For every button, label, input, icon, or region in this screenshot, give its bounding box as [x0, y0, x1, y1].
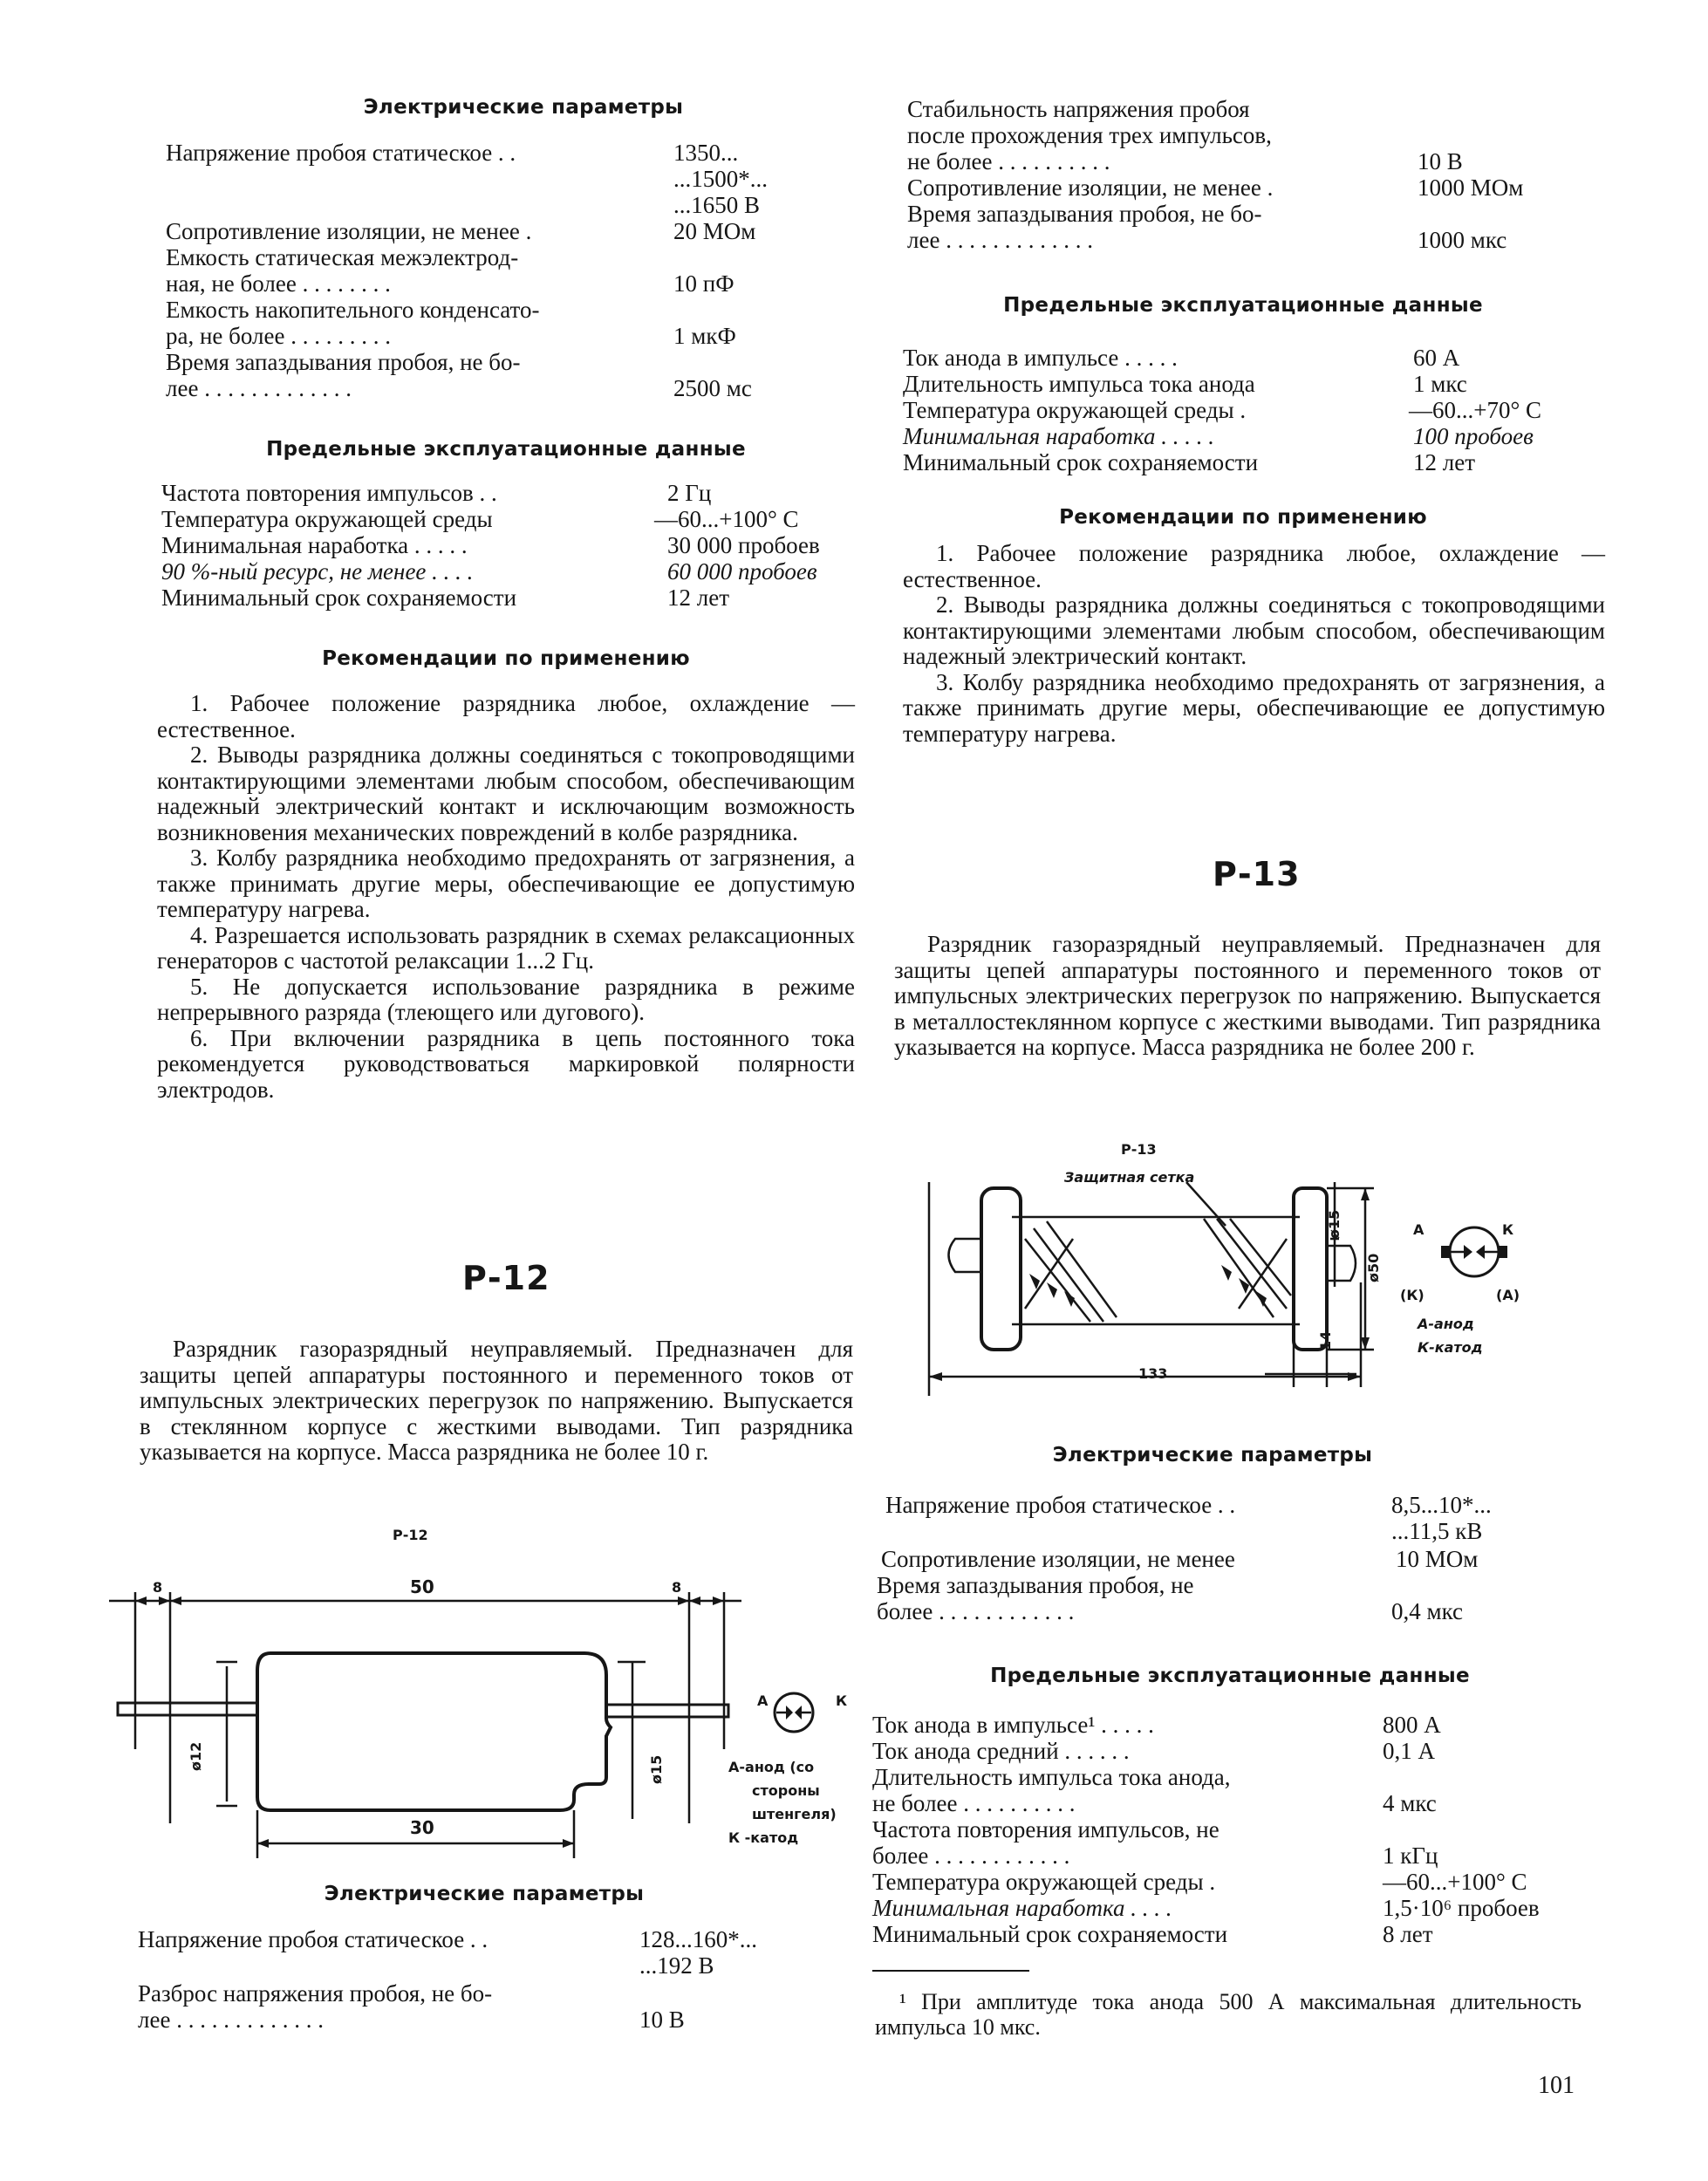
param-value: 1,5·10⁶ пробоев [1383, 1895, 1540, 1921]
param-name: Время запаздывания пробоя, не бо- лее . . . . . . . . . . . . . [907, 201, 1262, 253]
param-name: Напряжение пробоя статическое . . [138, 1926, 488, 1952]
dimension-label: ø15 [1326, 1209, 1342, 1239]
param-name: Емкость накопительного конденсато- ра, не более . . . . . . . . . [166, 297, 540, 349]
param-value: 128...160*... ...192 В [639, 1926, 757, 1979]
param-name: Время запаздывания пробоя, не бо- лее . . . . . . . . . . . . . [166, 349, 521, 401]
anode-letter: А [757, 1692, 769, 1709]
param-name: Минимальный срок сохраняемости [903, 449, 1259, 475]
param-value: 800 А [1383, 1712, 1441, 1738]
recommendation-item: 1. Рабочее положение разрядника любое, охлаждение — естественное. [903, 540, 1605, 592]
legend-text: К-катод [1418, 1339, 1483, 1356]
model-title: Р-12 [462, 1259, 550, 1297]
recommendation-item: 4. Разрешается использовать разрядник в схемах релаксационных генераторов с частотой релаксации 1...2 Гц. [157, 921, 855, 974]
param-name: Сопротивление изоляции, не менее [881, 1546, 1235, 1572]
recommendations [903, 541, 1605, 747]
model-description: Разрядник газоразрядный неуправляемый. Предназначен для защиты цепей аппаратуры постоянного и переменного токов от импульсных электрических перегрузок по напряжению. Выпускается в стеклянном корпусе с жесткими выводами. Тип разрядника указывается на корпусе. Масса разрядника не более 10 г. [140, 1336, 853, 1465]
legend-text: А-анод (со [728, 1759, 815, 1775]
param-value: 20 МОм [673, 218, 756, 244]
param-name: Емкость статическая межэлектрод- ная, не более . . . . . . . . [166, 244, 519, 297]
param-value: 8 лет [1383, 1921, 1433, 1947]
param-value: 60 А [1413, 345, 1460, 371]
dimension-label: 8 [153, 1579, 163, 1596]
param-name: Температура окружающей среды [161, 506, 493, 532]
section-title: Электрические параметры [363, 96, 684, 119]
footnote-rule [872, 1970, 1029, 1972]
param-value: 0,4 мкс [1391, 1598, 1464, 1624]
param-name: Длительность импульса тока анода, не более . . . . . . . . . . [872, 1764, 1231, 1816]
param-value: 2 Гц [667, 480, 712, 506]
dimension-label: 133 [1138, 1365, 1168, 1382]
param-name: Минимальная наработка . . . . [872, 1895, 1172, 1921]
param-name: Частота повторения импульсов . . [161, 480, 497, 506]
section-title: Рекомендации по применению [1059, 506, 1427, 529]
dimension-label: 50 [410, 1576, 434, 1597]
model-title: Р-13 [1213, 855, 1301, 893]
param-value: 12 лет [1413, 449, 1476, 475]
recommendation-item: 2. Выводы разрядника должны соединяться с токопроводящими контактирующими элементами любым способом, обеспечивающим надежный электрический контакт. [903, 591, 1605, 669]
param-name: Время запаздывания пробоя, не более . . . . . . . . . . . . [877, 1572, 1194, 1624]
anode-letter: А [1413, 1221, 1424, 1238]
dimension-label: ø12 [188, 1741, 204, 1771]
param-name: Минимальный срок сохраняемости [872, 1921, 1228, 1947]
legend-text: штенгеля) [752, 1806, 837, 1822]
param-value: 1000 МОм [1418, 174, 1524, 201]
footnote: ¹ При амплитуде тока анода 500 А максимальная длительность импульса 10 мкс. [875, 1989, 1582, 2040]
cathode-letter: К [1502, 1221, 1514, 1238]
param-value: 8,5...10*... ...11,5 кВ [1391, 1492, 1492, 1544]
figure-title: Р-13 [1121, 1141, 1157, 1158]
param-name: Сопротивление изоляции, не менее . [166, 218, 532, 244]
param-value: 10 МОм [1396, 1546, 1479, 1572]
param-value: 100 пробоев [1413, 423, 1534, 449]
param-value: 10 пФ [673, 270, 734, 297]
param-name: Напряжение пробоя статическое . . [885, 1492, 1236, 1518]
recommendation-item: 3. Колбу разрядника необходимо предохранять от загрязнения, а также принимать другие меры, обеспечивающие ее допустимую температуру нагрева. [903, 668, 1605, 747]
legend-text: стороны [752, 1782, 820, 1799]
param-name: Напряжение пробоя статическое . . [166, 140, 516, 166]
dimension-label: ø50 [1365, 1253, 1382, 1282]
legend-text: К -катод [728, 1829, 799, 1846]
param-name: Ток анода средний . . . . . . [872, 1738, 1130, 1764]
dimension-label: 14 [1317, 1330, 1334, 1350]
param-value: 1 мкс [1413, 371, 1467, 397]
param-value: 4 мкс [1383, 1790, 1437, 1816]
param-name: Температура окружающей среды . [903, 397, 1247, 423]
param-value: —60...+70° С [1409, 397, 1542, 423]
param-name: Минимальная наработка . . . . . [903, 423, 1214, 449]
recommendation-item: 1. Рабочее положение разрядника любое, охлаждение — естественное. [157, 690, 855, 742]
p13-drawing [925, 1134, 1623, 1405]
recommendation-item: 5. Не допускается использование разрядника в режиме непрерывного разряда (тлеющего или дугового). [157, 973, 855, 1025]
param-value: 1 кГц [1383, 1843, 1438, 1869]
model-description: Разрядник газоразрядный неуправляемый. Предназначен для защиты цепей аппаратуры постоянного и переменного токов от импульсных электрических перегрузок по напряжению. Выпускается в металлостеклянном корпусе с жесткими выводами. Тип разрядника указывается на корпусе. Масса разрядника не более 200 г. [894, 931, 1601, 1060]
p12-drawing [96, 1522, 864, 1863]
param-value: 1350... ...1500*... ...1650 В [673, 140, 768, 218]
param-name: Частота повторения импульсов, не более . . . . . . . . . . . . [872, 1816, 1220, 1869]
param-name: Разброс напряжения пробоя, не бо- лее . . . . . . . . . . . . . [138, 1980, 493, 2033]
param-name: 90 %-ный ресурс, не менее . . . . [161, 558, 474, 585]
legend-text: А-анод [1418, 1316, 1474, 1332]
param-value: 30 000 пробоев [667, 532, 820, 558]
section-title: Рекомендации по применению [322, 647, 690, 670]
section-title: Предельные эксплуатационные данные [990, 1665, 1470, 1687]
param-value: 0,1 А [1383, 1738, 1435, 1764]
dimension-label: 8 [672, 1579, 682, 1596]
recommendation-item: 3. Колбу разрядника необходимо предохранять от загрязнения, а также принимать другие меры, обеспечивающие ее допустимую температуру нагрева. [157, 844, 855, 922]
param-value: 60 000 пробоев [667, 558, 817, 585]
param-value: 1000 мкс [1418, 227, 1507, 253]
section-title: Предельные эксплуатационные данные [1003, 294, 1483, 317]
param-name: Минимальная наработка . . . . . [161, 532, 468, 558]
section-title: Предельные эксплуатационные данные [266, 438, 746, 461]
recommendation-item: 6. При включении разрядника в цепь постоянного тока рекомендуется руководствоваться маркировкой полярности электродов. [157, 1024, 855, 1103]
polarity-label: (А) [1496, 1287, 1520, 1303]
section-title: Электрические параметры [324, 1883, 645, 1905]
dimension-label: ø15 [648, 1754, 665, 1784]
param-name: Минимальный срок сохраняемости [161, 585, 517, 611]
param-name: Ток анода в импульсе¹ . . . . . [872, 1712, 1154, 1738]
param-name: Ток анода в импульсе . . . . . [903, 345, 1178, 371]
param-value: 1 мкФ [673, 323, 736, 349]
param-value: —60...+100° С [654, 506, 799, 532]
param-value: —60...+100° С [1383, 1869, 1527, 1895]
param-name: Температура окружающей среды . [872, 1869, 1216, 1895]
cathode-letter: К [836, 1692, 848, 1709]
grid-label: Защитная сетка [1064, 1169, 1195, 1186]
recommendations [157, 691, 855, 1103]
param-value: 10 В [1418, 148, 1463, 174]
param-value: 10 В [639, 2007, 685, 2033]
param-name: Длительность импульса тока анода [903, 371, 1255, 397]
page-number: 101 [1538, 2072, 1575, 2099]
figure-title: Р-12 [393, 1527, 428, 1543]
recommendation-item: 2. Выводы разрядника должны соединяться с токопроводящими контактирующими элементами любым способом, обеспечивающим надежный электрический контакт и исключающим возможность возникновения механических повреждений в колбе разрядника. [157, 742, 855, 845]
param-value: 2500 мс [673, 375, 752, 401]
dimension-label: 30 [410, 1817, 434, 1838]
param-name: Стабильность напряжения пробоя после прохождения трех импульсов, не более . . . . . . . . . . [907, 96, 1272, 174]
section-title: Электрические параметры [1052, 1444, 1373, 1467]
param-name: Сопротивление изоляции, не менее . [907, 174, 1274, 201]
polarity-label: (К) [1400, 1287, 1424, 1303]
param-value: 12 лет [667, 585, 730, 611]
